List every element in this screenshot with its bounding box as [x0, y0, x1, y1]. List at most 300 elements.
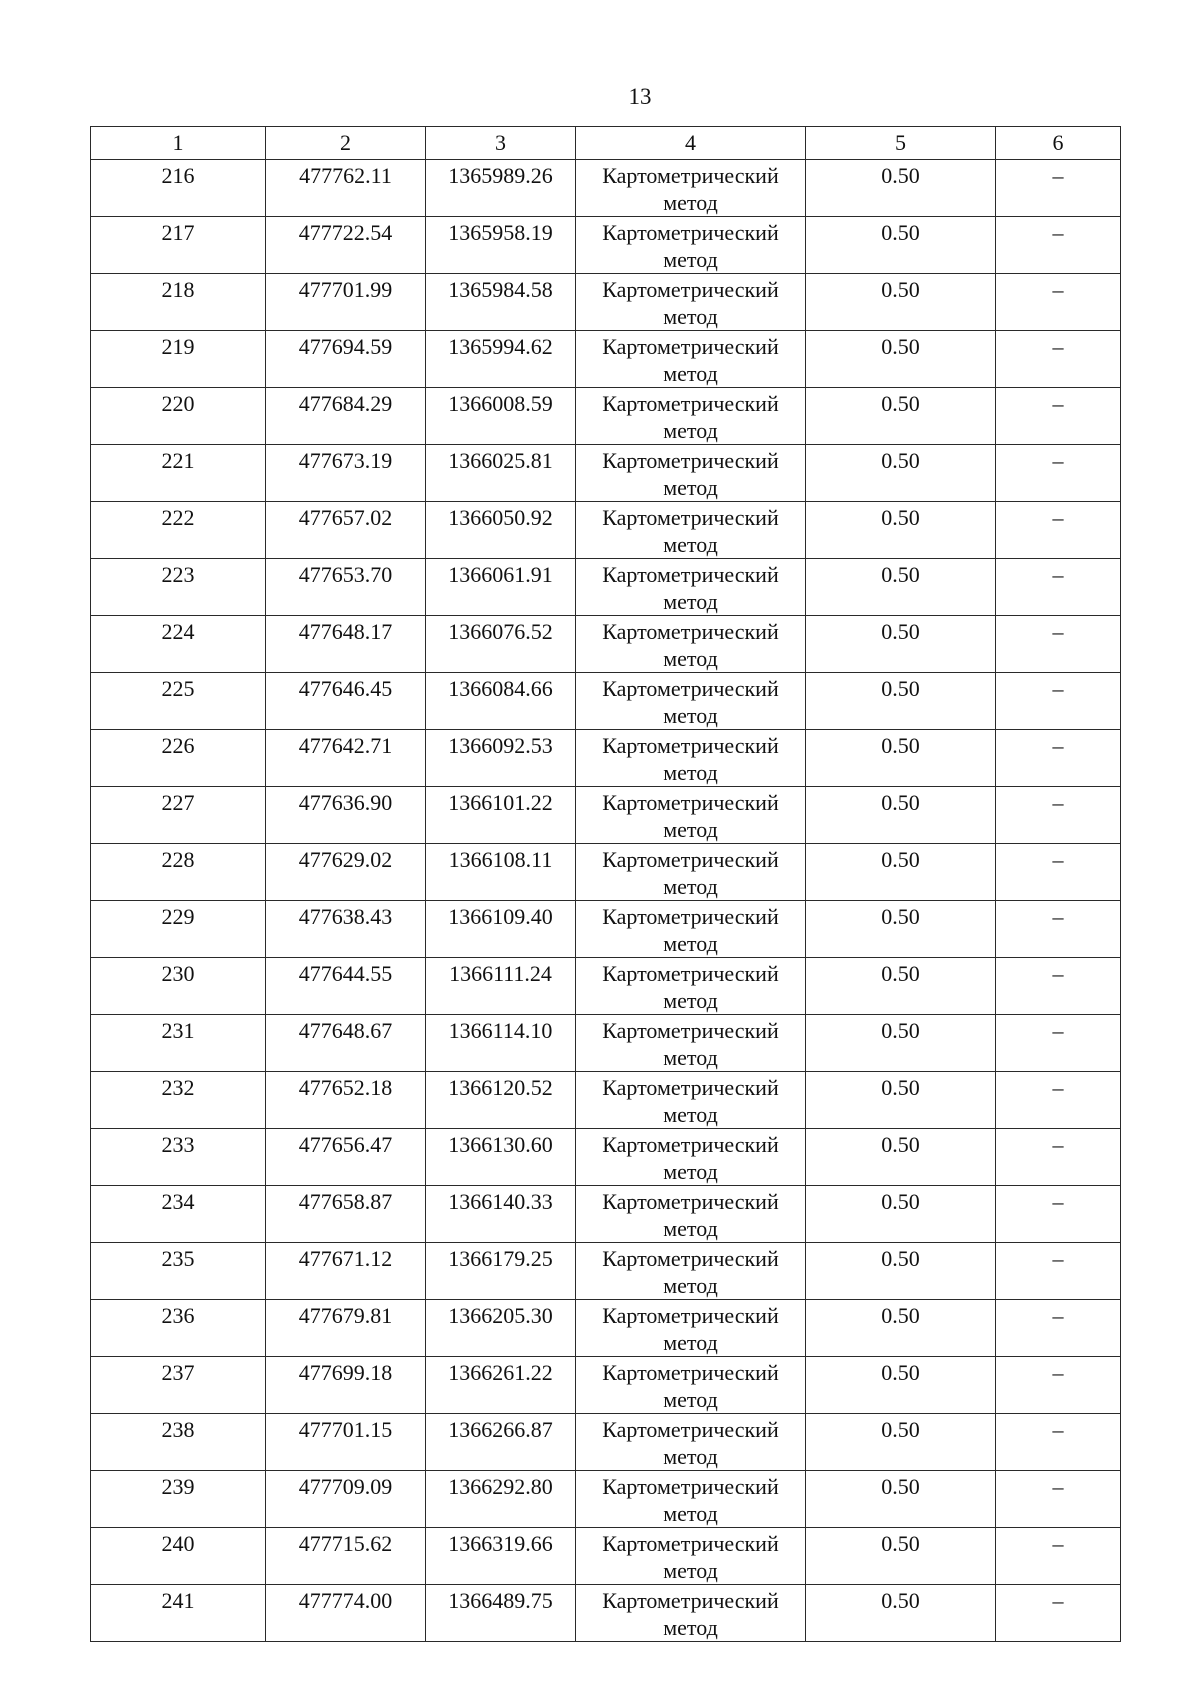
y-coordinate-cell-text: 1366489.75: [448, 1588, 553, 1613]
table-row: [91, 1357, 1121, 1414]
accuracy-cell-text: 0.50: [881, 391, 920, 416]
x-coordinate-cell-text: 477648.17: [298, 619, 393, 644]
x-coordinate-cell: [266, 559, 426, 616]
table-row: [91, 730, 1121, 787]
point-number-cell: [91, 730, 266, 787]
note-cell: [996, 1129, 1121, 1186]
accuracy-cell-text: 0.50: [881, 847, 920, 872]
note-cell: [996, 1471, 1121, 1528]
accuracy-cell: [806, 445, 996, 502]
x-coordinate-cell-text: 477636.90: [298, 790, 393, 815]
y-coordinate-cell-text: 1366205.30: [448, 1303, 553, 1328]
point-number-cell-text: 218: [161, 277, 195, 302]
y-coordinate-cell-text: 1366130.60: [448, 1132, 553, 1157]
method-cell-text: Картометрический метод: [602, 619, 779, 671]
accuracy-cell: [806, 1015, 996, 1072]
accuracy-cell: [806, 502, 996, 559]
table-row: [91, 1243, 1121, 1300]
point-number-cell: [91, 445, 266, 502]
note-cell: [996, 901, 1121, 958]
x-coordinate-cell-text: 477774.00: [298, 1588, 393, 1613]
table-row: [91, 1072, 1121, 1129]
point-number-cell-text: 237: [161, 1360, 195, 1385]
y-coordinate-cell-text: 1366261.22: [448, 1360, 553, 1385]
method-cell-text: Картометрический метод: [602, 847, 779, 899]
method-cell: [576, 673, 806, 730]
method-cell-text: Картометрический метод: [602, 1531, 779, 1583]
point-number-cell: [91, 388, 266, 445]
point-number-cell-text: 228: [161, 847, 195, 872]
point-number-cell: [91, 559, 266, 616]
table-row: [91, 1528, 1121, 1585]
y-coordinate-cell: [426, 502, 576, 559]
y-coordinate-cell-text: 1366140.33: [448, 1189, 553, 1214]
x-coordinate-cell: [266, 1186, 426, 1243]
note-cell-text: –: [1052, 1018, 1064, 1043]
note-cell: [996, 787, 1121, 844]
x-coordinate-cell-text: 477762.11: [299, 163, 392, 188]
point-number-cell: [91, 958, 266, 1015]
header-col-5: 5: [806, 127, 996, 160]
note-cell-text: –: [1052, 448, 1064, 473]
method-cell-text: Картометрический метод: [602, 1417, 779, 1469]
point-number-cell: [91, 1471, 266, 1528]
method-cell-text: Картометрический метод: [602, 1189, 779, 1241]
note-cell-text: –: [1052, 1531, 1064, 1556]
method-cell-text: Картометрический метод: [602, 163, 779, 215]
y-coordinate-cell: [426, 274, 576, 331]
x-coordinate-cell: [266, 1471, 426, 1528]
y-coordinate-cell: [426, 1186, 576, 1243]
table-row: [91, 1129, 1121, 1186]
method-cell: [576, 958, 806, 1015]
method-cell-text: Картометрический метод: [602, 334, 779, 386]
note-cell-text: –: [1052, 1474, 1064, 1499]
point-number-cell: [91, 1015, 266, 1072]
accuracy-cell: [806, 388, 996, 445]
y-coordinate-cell: [426, 559, 576, 616]
note-cell: [996, 217, 1121, 274]
accuracy-cell-text: 0.50: [881, 1531, 920, 1556]
point-number-cell-text: 238: [161, 1417, 195, 1442]
accuracy-cell-text: 0.50: [881, 163, 920, 188]
x-coordinate-cell-text: 477638.43: [298, 904, 393, 929]
method-cell: [576, 1300, 806, 1357]
accuracy-cell-text: 0.50: [881, 1018, 920, 1043]
y-coordinate-cell-text: 1366120.52: [448, 1075, 553, 1100]
method-cell-text: Картометрический метод: [602, 277, 779, 329]
x-coordinate-cell-text: 477715.62: [298, 1531, 393, 1556]
note-cell-text: –: [1052, 562, 1064, 587]
x-coordinate-cell-text: 477722.54: [298, 220, 393, 245]
accuracy-cell: [806, 274, 996, 331]
method-cell-text: Картометрический метод: [602, 1303, 779, 1355]
point-number-cell: [91, 1243, 266, 1300]
point-number-cell-text: 233: [161, 1132, 195, 1157]
y-coordinate-cell: [426, 1243, 576, 1300]
accuracy-cell-text: 0.50: [881, 961, 920, 986]
y-coordinate-cell-text: 1366109.40: [448, 904, 553, 929]
x-coordinate-cell-text: 477671.12: [298, 1246, 393, 1271]
y-coordinate-cell-text: 1366292.80: [448, 1474, 553, 1499]
x-coordinate-cell: [266, 730, 426, 787]
y-coordinate-cell: [426, 730, 576, 787]
note-cell-text: –: [1052, 1075, 1064, 1100]
note-cell: [996, 445, 1121, 502]
point-number-cell-text: 227: [161, 790, 195, 815]
table-row: [91, 958, 1121, 1015]
accuracy-cell-text: 0.50: [881, 676, 920, 701]
accuracy-cell-text: 0.50: [881, 904, 920, 929]
accuracy-cell: [806, 1471, 996, 1528]
method-cell: [576, 901, 806, 958]
y-coordinate-cell-text: 1366025.81: [448, 448, 553, 473]
point-number-cell: [91, 901, 266, 958]
header-col-2: 2: [266, 127, 426, 160]
accuracy-cell: [806, 787, 996, 844]
note-cell: [996, 502, 1121, 559]
accuracy-cell: [806, 331, 996, 388]
method-cell-text: Картометрический метод: [602, 961, 779, 1013]
x-coordinate-cell: [266, 1015, 426, 1072]
accuracy-cell-text: 0.50: [881, 1189, 920, 1214]
x-coordinate-cell-text: 477673.19: [298, 448, 393, 473]
x-coordinate-cell: [266, 958, 426, 1015]
accuracy-cell-text: 0.50: [881, 562, 920, 587]
note-cell: [996, 1243, 1121, 1300]
y-coordinate-cell-text: 1366108.11: [448, 847, 553, 872]
table-row: [91, 445, 1121, 502]
y-coordinate-cell-text: 1366061.91: [448, 562, 553, 587]
accuracy-cell: [806, 1585, 996, 1642]
y-coordinate-cell: [426, 1072, 576, 1129]
note-cell: [996, 274, 1121, 331]
y-coordinate-cell-text: 1365994.62: [448, 334, 553, 359]
table-row: [91, 559, 1121, 616]
point-number-cell-text: 220: [161, 391, 195, 416]
point-number-cell: [91, 502, 266, 559]
point-number-cell-text: 235: [161, 1246, 195, 1271]
accuracy-cell: [806, 1357, 996, 1414]
table-row: [91, 331, 1121, 388]
method-cell: [576, 1357, 806, 1414]
accuracy-cell-text: 0.50: [881, 505, 920, 530]
point-number-cell: [91, 616, 266, 673]
point-number-cell: [91, 331, 266, 388]
point-number-cell-text: 241: [161, 1588, 195, 1613]
point-number-cell-text: 226: [161, 733, 195, 758]
method-cell-text: Картометрический метод: [602, 790, 779, 842]
note-cell: [996, 388, 1121, 445]
note-cell: [996, 331, 1121, 388]
method-cell-text: Картометрический метод: [602, 1474, 779, 1526]
point-number-cell-text: 219: [161, 334, 195, 359]
table-row: [91, 160, 1121, 217]
point-number-cell-text: 224: [161, 619, 195, 644]
note-cell: [996, 730, 1121, 787]
method-cell: [576, 502, 806, 559]
method-cell: [576, 1129, 806, 1186]
method-cell-text: Картометрический метод: [602, 391, 779, 443]
table-row: [91, 1300, 1121, 1357]
table-row: [91, 1585, 1121, 1642]
accuracy-cell-text: 0.50: [881, 1588, 920, 1613]
x-coordinate-cell-text: 477646.45: [298, 676, 393, 701]
note-cell-text: –: [1052, 1360, 1064, 1385]
note-cell: [996, 160, 1121, 217]
note-cell-text: –: [1052, 619, 1064, 644]
method-cell: [576, 559, 806, 616]
note-cell: [996, 1300, 1121, 1357]
x-coordinate-cell: [266, 1414, 426, 1471]
method-cell: [576, 160, 806, 217]
method-cell: [576, 388, 806, 445]
header-col-3: 3: [426, 127, 576, 160]
y-coordinate-cell: [426, 331, 576, 388]
note-cell-text: –: [1052, 1588, 1064, 1613]
y-coordinate-cell: [426, 445, 576, 502]
y-coordinate-cell: [426, 901, 576, 958]
coordinates-table: [90, 126, 1121, 1642]
table-row: [91, 274, 1121, 331]
y-coordinate-cell-text: 1366266.87: [448, 1417, 553, 1442]
note-cell-text: –: [1052, 676, 1064, 701]
point-number-cell: [91, 1414, 266, 1471]
x-coordinate-cell-text: 477629.02: [298, 847, 393, 872]
table-row: [91, 844, 1121, 901]
table-row: [91, 787, 1121, 844]
method-cell-text: Картометрический метод: [602, 676, 779, 728]
accuracy-cell-text: 0.50: [881, 619, 920, 644]
x-coordinate-cell: [266, 502, 426, 559]
method-cell: [576, 1186, 806, 1243]
x-coordinate-cell-text: 477642.71: [298, 733, 393, 758]
y-coordinate-cell-text: 1365958.19: [448, 220, 553, 245]
header-row: [91, 127, 1121, 160]
note-cell-text: –: [1052, 1417, 1064, 1442]
note-cell-text: –: [1052, 163, 1064, 188]
header-col-1: 1: [91, 127, 266, 160]
accuracy-cell-text: 0.50: [881, 1132, 920, 1157]
method-cell-text: Картометрический метод: [602, 1588, 779, 1640]
accuracy-cell: [806, 160, 996, 217]
point-number-cell: [91, 673, 266, 730]
y-coordinate-cell: [426, 958, 576, 1015]
x-coordinate-cell: [266, 331, 426, 388]
point-number-cell: [91, 1129, 266, 1186]
point-number-cell: [91, 160, 266, 217]
y-coordinate-cell: [426, 1585, 576, 1642]
point-number-cell: [91, 1300, 266, 1357]
note-cell-text: –: [1052, 1246, 1064, 1271]
method-cell: [576, 844, 806, 901]
point-number-cell-text: 236: [161, 1303, 195, 1328]
note-cell-text: –: [1052, 1303, 1064, 1328]
accuracy-cell-text: 0.50: [881, 790, 920, 815]
y-coordinate-cell: [426, 787, 576, 844]
note-cell: [996, 1414, 1121, 1471]
accuracy-cell-text: 0.50: [881, 1303, 920, 1328]
point-number-cell-text: 229: [161, 904, 195, 929]
accuracy-cell-text: 0.50: [881, 1246, 920, 1271]
note-cell-text: –: [1052, 277, 1064, 302]
x-coordinate-cell: [266, 787, 426, 844]
x-coordinate-cell-text: 477709.09: [298, 1474, 393, 1499]
point-number-cell-text: 240: [161, 1531, 195, 1556]
point-number-cell: [91, 844, 266, 901]
y-coordinate-cell: [426, 1015, 576, 1072]
x-coordinate-cell: [266, 388, 426, 445]
note-cell-text: –: [1052, 1189, 1064, 1214]
point-number-cell: [91, 1186, 266, 1243]
y-coordinate-cell: [426, 1300, 576, 1357]
point-number-cell-text: 217: [161, 220, 195, 245]
accuracy-cell-text: 0.50: [881, 733, 920, 758]
y-coordinate-cell: [426, 673, 576, 730]
method-cell: [576, 1585, 806, 1642]
y-coordinate-cell-text: 1366111.24: [449, 961, 552, 986]
point-number-cell-text: 234: [161, 1189, 195, 1214]
table-row: [91, 388, 1121, 445]
accuracy-cell-text: 0.50: [881, 1417, 920, 1442]
y-coordinate-cell: [426, 160, 576, 217]
note-cell-text: –: [1052, 334, 1064, 359]
note-cell-text: –: [1052, 733, 1064, 758]
y-coordinate-cell: [426, 616, 576, 673]
method-cell-text: Картометрический метод: [602, 1246, 779, 1298]
accuracy-cell: [806, 1129, 996, 1186]
method-cell: [576, 1072, 806, 1129]
x-coordinate-cell-text: 477652.18: [298, 1075, 393, 1100]
accuracy-cell: [806, 1414, 996, 1471]
x-coordinate-cell-text: 477684.29: [298, 391, 393, 416]
method-cell: [576, 1243, 806, 1300]
table-row: [91, 217, 1121, 274]
y-coordinate-cell-text: 1366008.59: [448, 391, 553, 416]
point-number-cell: [91, 1072, 266, 1129]
x-coordinate-cell: [266, 1357, 426, 1414]
y-coordinate-cell: [426, 388, 576, 445]
method-cell: [576, 1528, 806, 1585]
y-coordinate-cell-text: 1365989.26: [448, 163, 553, 188]
note-cell: [996, 616, 1121, 673]
y-coordinate-cell: [426, 1471, 576, 1528]
note-cell: [996, 559, 1121, 616]
table-row: [91, 1186, 1121, 1243]
table-row: [91, 1471, 1121, 1528]
x-coordinate-cell: [266, 160, 426, 217]
note-cell: [996, 673, 1121, 730]
y-coordinate-cell: [426, 1129, 576, 1186]
x-coordinate-cell-text: 477657.02: [298, 505, 393, 530]
method-cell: [576, 331, 806, 388]
note-cell-text: –: [1052, 220, 1064, 245]
accuracy-cell: [806, 901, 996, 958]
accuracy-cell: [806, 559, 996, 616]
table-body: [91, 160, 1121, 1642]
method-cell-text: Картометрический метод: [602, 1075, 779, 1127]
x-coordinate-cell-text: 477694.59: [298, 334, 393, 359]
x-coordinate-cell: [266, 1300, 426, 1357]
accuracy-cell: [806, 958, 996, 1015]
x-coordinate-cell: [266, 1528, 426, 1585]
y-coordinate-cell: [426, 217, 576, 274]
method-cell-text: Картометрический метод: [602, 1018, 779, 1070]
table-header: [91, 127, 1121, 160]
method-cell: [576, 1471, 806, 1528]
point-number-cell-text: 230: [161, 961, 195, 986]
x-coordinate-cell: [266, 217, 426, 274]
accuracy-cell-text: 0.50: [881, 448, 920, 473]
accuracy-cell-text: 0.50: [881, 1075, 920, 1100]
x-coordinate-cell: [266, 1243, 426, 1300]
note-cell: [996, 1585, 1121, 1642]
point-number-cell-text: 239: [161, 1474, 195, 1499]
x-coordinate-cell-text: 477679.81: [298, 1303, 393, 1328]
method-cell-text: Картометрический метод: [602, 562, 779, 614]
y-coordinate-cell-text: 1366319.66: [448, 1531, 553, 1556]
x-coordinate-cell: [266, 1129, 426, 1186]
method-cell: [576, 787, 806, 844]
note-cell: [996, 1186, 1121, 1243]
x-coordinate-cell-text: 477648.67: [298, 1018, 393, 1043]
point-number-cell: [91, 217, 266, 274]
method-cell-text: Картометрический метод: [602, 448, 779, 500]
x-coordinate-cell: [266, 616, 426, 673]
point-number-cell: [91, 787, 266, 844]
method-cell: [576, 730, 806, 787]
x-coordinate-cell-text: 477658.87: [298, 1189, 393, 1214]
note-cell-text: –: [1052, 790, 1064, 815]
point-number-cell: [91, 274, 266, 331]
y-coordinate-cell-text: 1366114.10: [448, 1018, 553, 1043]
accuracy-cell: [806, 844, 996, 901]
point-number-cell: [91, 1357, 266, 1414]
x-coordinate-cell: [266, 844, 426, 901]
note-cell-text: –: [1052, 961, 1064, 986]
table-row: [91, 502, 1121, 559]
accuracy-cell: [806, 1528, 996, 1585]
y-coordinate-cell: [426, 1357, 576, 1414]
note-cell-text: –: [1052, 505, 1064, 530]
table-row: [91, 616, 1121, 673]
y-coordinate-cell: [426, 1414, 576, 1471]
method-cell-text: Картометрический метод: [602, 220, 779, 272]
x-coordinate-cell: [266, 673, 426, 730]
accuracy-cell: [806, 1186, 996, 1243]
table-row: [91, 1015, 1121, 1072]
accuracy-cell: [806, 1243, 996, 1300]
header-col-6: 6: [996, 127, 1121, 160]
y-coordinate-cell-text: 1365984.58: [448, 277, 553, 302]
x-coordinate-cell-text: 477653.70: [298, 562, 393, 587]
point-number-cell: [91, 1528, 266, 1585]
point-number-cell-text: 222: [161, 505, 195, 530]
table-row: [91, 673, 1121, 730]
note-cell-text: –: [1052, 904, 1064, 929]
x-coordinate-cell-text: 477699.18: [298, 1360, 393, 1385]
note-cell-text: –: [1052, 391, 1064, 416]
point-number-cell-text: 216: [161, 163, 195, 188]
y-coordinate-cell-text: 1366179.25: [448, 1246, 553, 1271]
y-coordinate-cell-text: 1366076.52: [448, 619, 553, 644]
point-number-cell-text: 223: [161, 562, 195, 587]
method-cell: [576, 616, 806, 673]
method-cell-text: Картометрический метод: [602, 1132, 779, 1184]
accuracy-cell-text: 0.50: [881, 334, 920, 359]
accuracy-cell: [806, 1300, 996, 1357]
x-coordinate-cell-text: 477644.55: [298, 961, 393, 986]
